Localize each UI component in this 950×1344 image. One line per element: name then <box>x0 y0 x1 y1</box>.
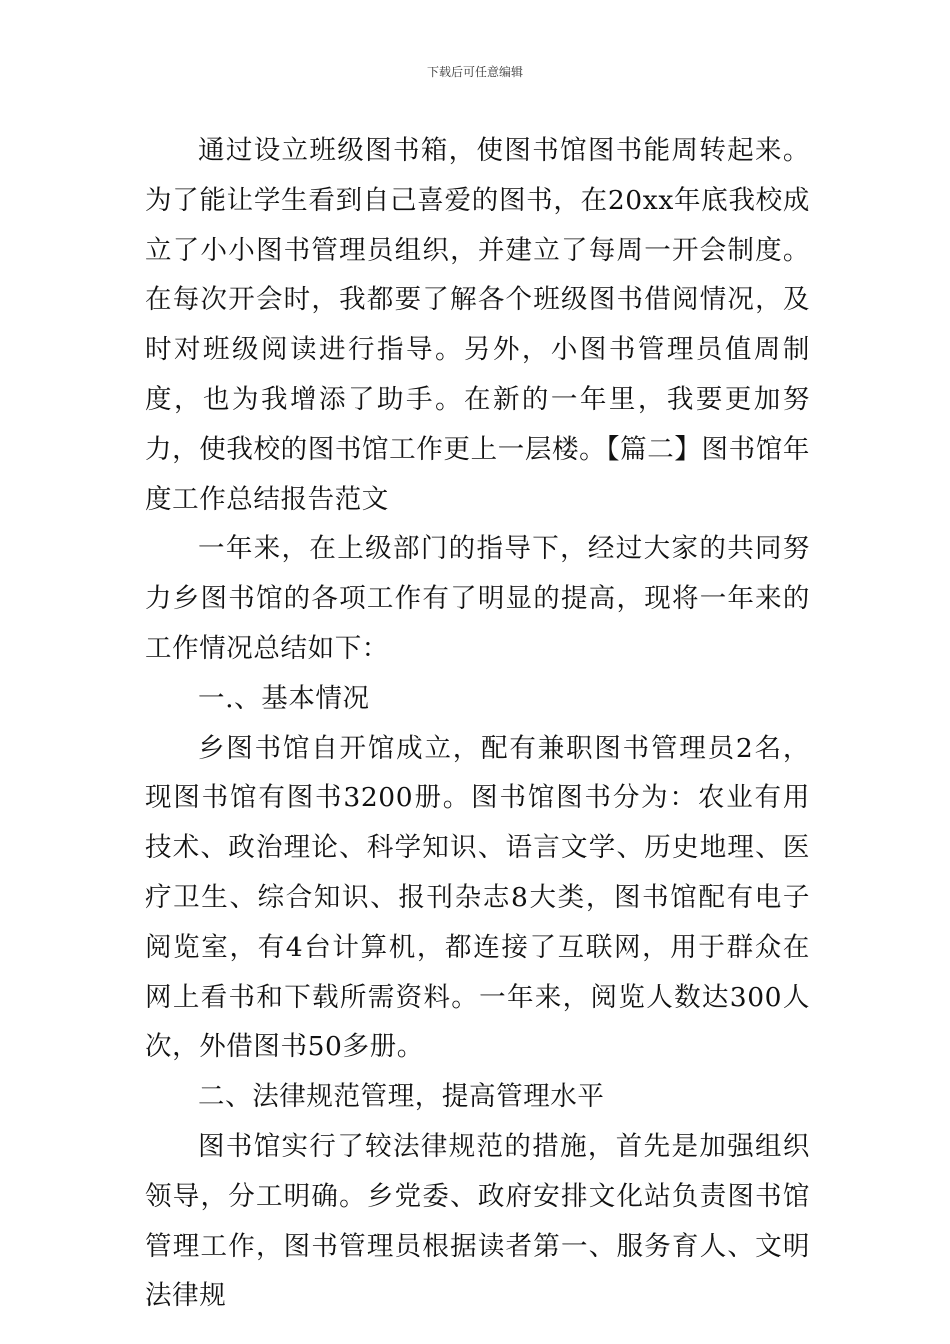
section-heading-basic-info: 一.、基本情况 <box>198 682 370 714</box>
page-header-note: 下载后可任意编辑 <box>426 65 523 79</box>
paragraph-4: 图书馆实行了较法律规范的措施，首先是加强组织领导，分工明确。乡党委、政府安排文化站负责图书馆管理工作，图书管理员根据读者第一、服务育人、文明法律规 <box>145 1130 810 1312</box>
paragraph-2: 一年来，在上级部门的指导下，经过大家的共同努力乡图书馆的各项工作有了明显的提高，现将一年来的工作情况总结如下： <box>145 533 810 664</box>
document-body <box>145 126 810 1321</box>
paragraph-1: 通过设立班级图书箱，使图书馆图书能周转起来。为了能让学生看到自己喜爱的图书，在20xx年底我校成立了小小图书管理员组织，并建立了每周一开会制度。在每次开会时，我都要了解各个班级图书借阅情况，及时对班级阅读进行指导。另外，小图书管理员值周制度，也为我增添了助手。在新的一年里，我要更加努力，使我校的图书馆工作更上一层楼。【篇二】图书馆年度工作总结报告范文 <box>145 135 810 515</box>
section-heading-management: 二、法律规范管理，提高管理水平 <box>198 1081 605 1113</box>
paragraph-3: 乡图书馆自开馆成立，配有兼职图书管理员2名，现图书馆有图书3200册。图书馆图书分为：农业有用技术、政治理论、科学知识、语言文学、历史地理、医疗卫生、综合知识、报刊杂志8大类，图书馆配有电子阅览室，有4台计算机，都连接了互联网，用于群众在网上看书和下载所需资料。一年来，阅览人数达300人次，外借图书50多册。 <box>145 732 810 1063</box>
